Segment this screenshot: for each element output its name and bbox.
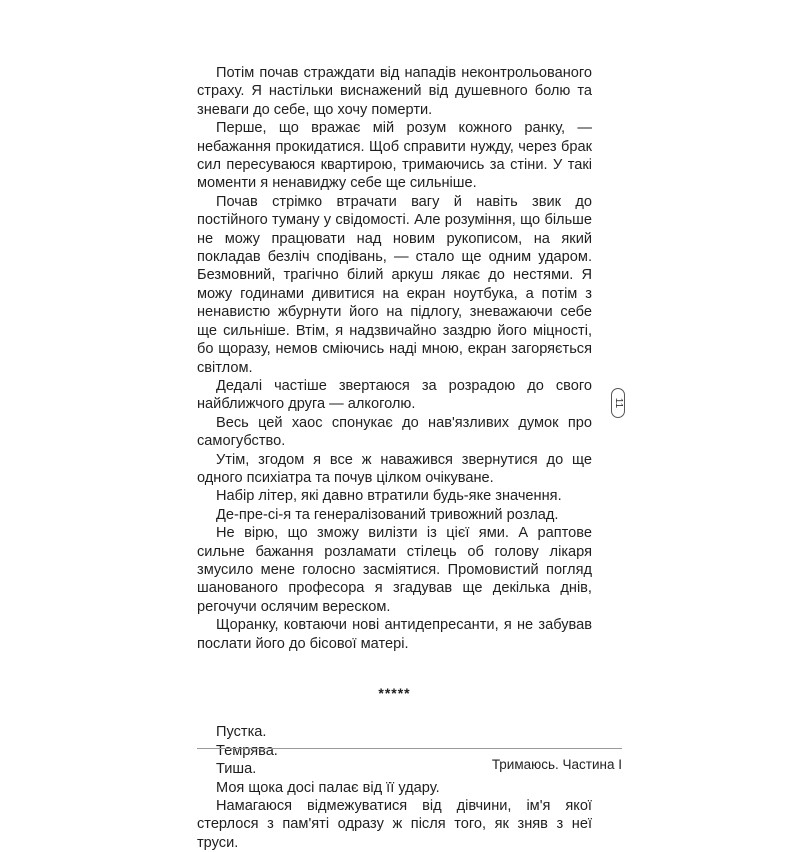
paragraph: Не вірю, що зможу вилізти із цієї ями. А раптове сильне бажання розламати стілець об голову лікаря змусило мене голосно засміятися. Промовистий погляд шанованого професора я згадував ще декілька днів, регочучи ослячим вереском.	[197, 525, 592, 615]
paragraph: Почав стрімко втрачати вагу й навіть звик до постійного туману у свідомості. Але розуміння, що більше не можу працювати над новим рукописом, на який покладав безліч сподівань, — стало ще одним ударом. Безмовний, трагічно білий аркуш лякає до нестями. Я можу годинами дивитися на екран ноутбука, а потім з ненавистю жбурнути його на підлогу, зневажаючи себе ще сильніше. Втім, я надзвичайно заздрю його міцності, бо щоразу, немов сміючись наді мною, екран загоряється світлом.	[197, 193, 592, 376]
running-footer: Тримаюсь. Частина I	[491, 757, 622, 772]
paragraph: Темрява.	[216, 742, 278, 759]
text-body	[197, 64, 592, 852]
paragraph: Де-пре-сі-я та генералізований тривожний розлад.	[216, 506, 559, 523]
page-number-tab	[611, 388, 625, 418]
paragraph: Весь цей хаос спонукає до нав'язливих думок про самогубство.	[197, 414, 592, 450]
paragraph: Тиша.	[216, 761, 257, 778]
paragraph: Щоранку, ковтаючи нові антидепресанти, я не забував послати його до бісової матері.	[197, 617, 592, 652]
paragraph: Дедалі частіше звертаюся за розрадою до свого найближчого друга — алкоголю.	[197, 377, 592, 413]
paragraph: Пустка.	[216, 724, 267, 741]
page-number: 11	[612, 397, 624, 409]
footer-divider	[197, 748, 622, 749]
paragraph: Перше, що вражає мій розум кожного ранку, — небажання прокидатися. Щоб справити нужду, через брак сил пересуваюся квартирою, тримаючись за стіни. У такі моменти я ненавиджу себе ще сильніше.	[197, 120, 592, 192]
paragraph: Намагаюся відмежуватися від дівчини, ім'я якої стерлося з пам'яті одразу ж після того, як зняв з неї труси.	[197, 798, 592, 851]
paragraph: Утім, згодом я все ж наважився звернутися до ще одного психіатра та почув цілком очікуване.	[197, 451, 592, 486]
paragraph: Потім почав страждати від нападів неконтрольованого страху. Я настільки виснажений від душевного болю та зневаги до себе, що хочу померти.	[197, 65, 592, 118]
paragraph: Моя щока досі палає від її удару.	[216, 779, 440, 796]
section-break: *****	[378, 685, 411, 701]
paragraph: Набір літер, які давно втратили будь-яке значення.	[216, 488, 562, 505]
